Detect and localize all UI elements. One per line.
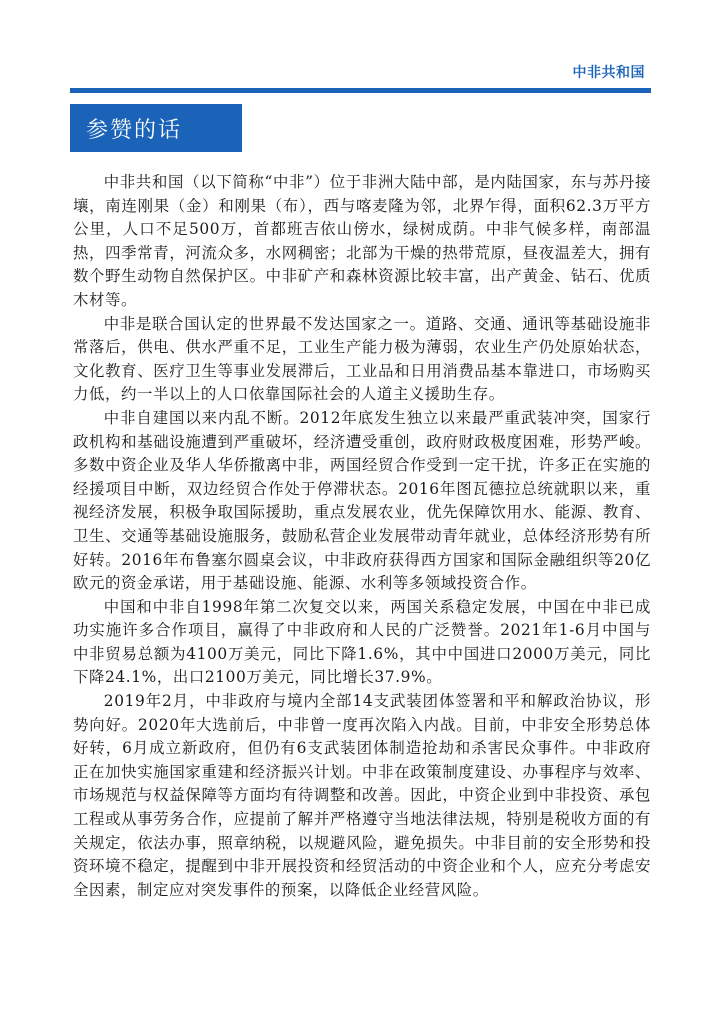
body-text (73, 171, 651, 902)
section-title: 参赞的话 (86, 118, 183, 143)
running-header-country: 中非共和国 (572, 65, 645, 81)
paragraph-bilateral-relations: 中国和中非自1998年第二次复交以来，两国关系稳定发展，中国在中非已成功实施许多合作项目，赢得了中非政府和人民的广泛赞誉。2021年1-6月中国与中非贸易总额为4100万美元，同比下降1.6%，其中中国进口2000万美元，同比下降24.1%，出口2100万美元，同比增长37.9%。 (73, 597, 651, 687)
paragraph-security-advice: 2019年2月，中非政府与境内全部14支武装团体签署和平和解政治协议，形势向好。2020年大选前后，中非曾一度再次陷入内战。目前，中非安全形势总体好转，6月成立新政府，但仍有6支武装团体制造抢劫和杀害民众事件。中非政府正在加快实施国家重建和经济振兴计划。中非在政策制度建设、办事程序与效率、市场规范与权益保障等方面均有待调整和改善。因此，中资企业到中非投资、承包工程或从事劳务合作，应提前了解并严格遵守当地法律法规，特别是税收方面的有关规定，依法办事，照章纳税，以规避风险，避免损失。中非目前的安全形势和投资环境不稳定，提醒到中非开展投资和经贸活动的中资企业和个人，应充分考虑安全因素，制定应对突发事件的预案，以降低企业经营风险。 (73, 692, 651, 899)
paragraph-history: 中非自建国以来内乱不断。2012年底发生独立以来最严重武装冲突，国家行政机构和基础设施遭到严重破坏，经济遭受重创，政府财政极度困难，形势严峻。多数中资企业及华人华侨撤离中非，两国经贸合作受到一定干扰，许多正在实施的经援项目中断，双边经贸合作处于停滞状态。2016年图瓦德拉总统就职以来，重视经济发展，积极争取国际援助，重点发展农业，优先保障饮用水、能源、教育、卫生、交通等基础设施服务，鼓励私营企业发展带动青年就业，总体经济形势有所好转。2016年布鲁塞尔圆桌会议，中非政府获得西方国家和国际金融组织等20亿欧元的资金承诺，用于基础设施、能源、水利等多领域投资合作。 (73, 408, 651, 593)
section-banner (70, 104, 242, 152)
paragraph-development: 中非是联合国认定的世界最不发达国家之一。道路、交通、通讯等基础设施非常落后，供电、供水严重不足，工业生产能力极为薄弱，农业生产仍处原始状态，文化教育、医疗卫生等事业发展滞后，工业品和日用消费品基本靠进口，市场购买力低，约一半以上的人口依靠国际社会的人道主义援助生存。 (73, 314, 651, 404)
paragraph-overview: 中非共和国（以下简称“中非”）位于非洲大陆中部，是内陆国家，东与苏丹接壤，南连刚果（金）和刚果（布），西与喀麦隆为邻，北界乍得，面积62.3万平方公里，人口不足500万，首都班吉依山傍水，绿树成荫。中非气候多样，南部温热，四季常青，河流众多，水网稠密；北部为干燥的热带荒原，昼夜温差大，拥有数个野生动物自然保护区。中非矿产和森林资源比较丰富，出产黄金、钻石、优质木材等。 (73, 173, 651, 309)
header-divider (70, 88, 651, 93)
